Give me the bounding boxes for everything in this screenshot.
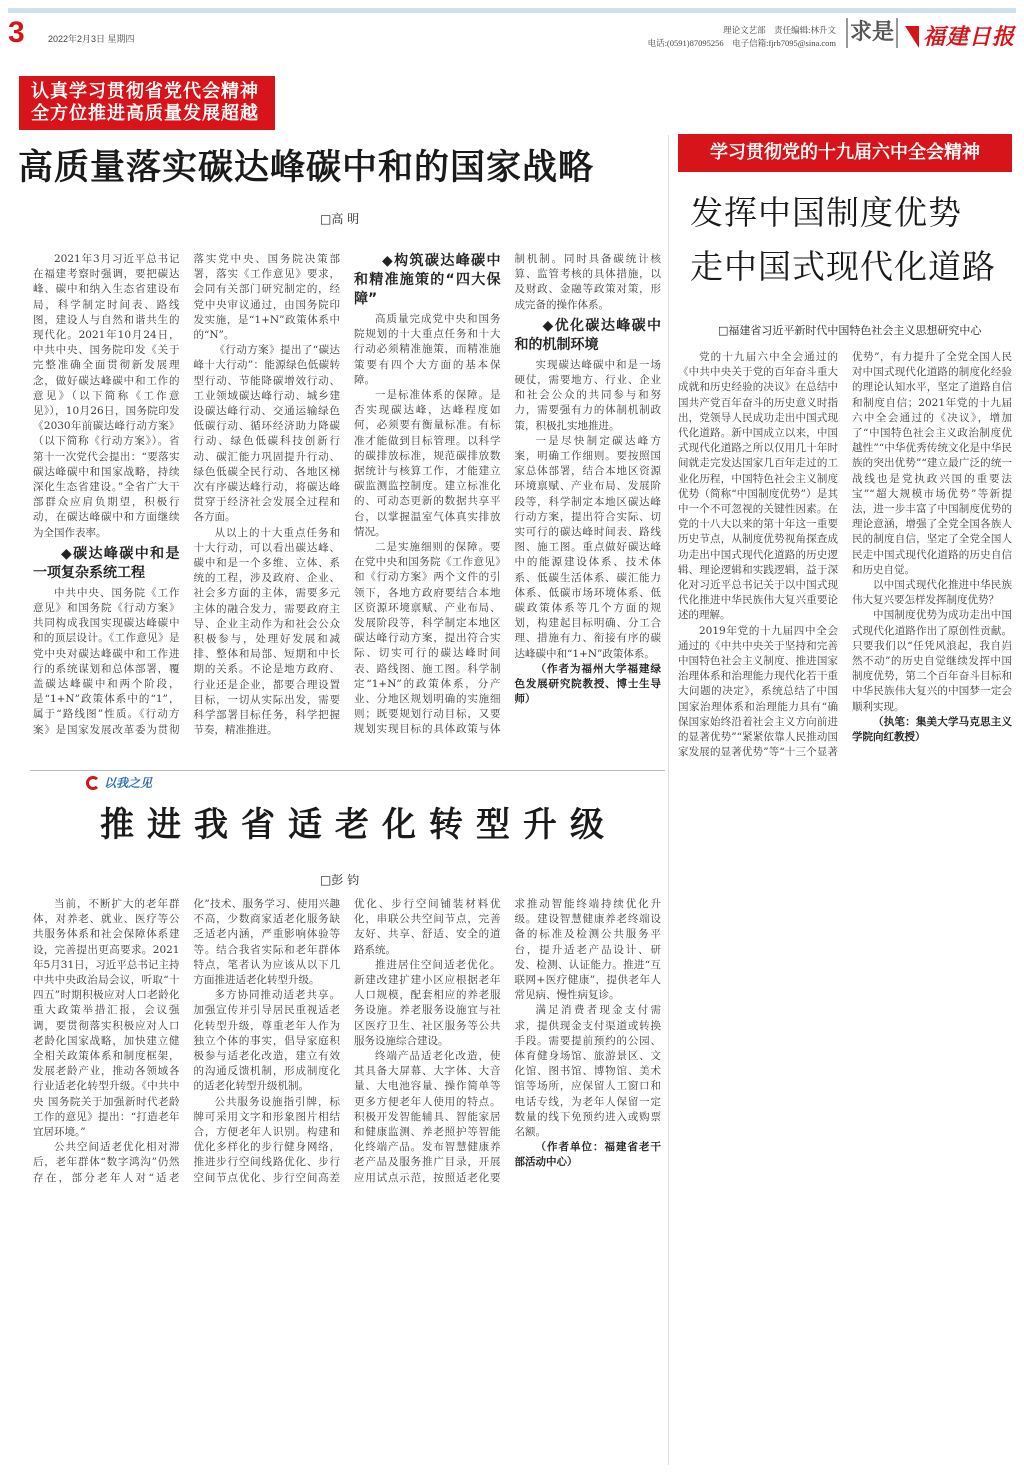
paragraph: 推进居住空间适老优化。新建改建扩建小区应根据老年人口规模，配套相应的养老服务设施。养老服务设施宜与社区医疗卫生、社区服务等公共服务设施综合建设。 — [354, 958, 501, 1047]
article1-author: □高 明 — [320, 212, 360, 226]
paragraph: 公共服务设施指引牌，标牌可采用文字和形象图片相结合，方便老年人识别。构建和优化多样化的步行健身网络，推进步行空间线路优化、步行空间节点优化、步行空间高差优化、步行空间铺装材料优化，串联公共空间节点，完善友好、共享、舒适、安全的道路系统。 — [193, 898, 501, 1184]
paragraph: 中共中央、国务院《工作意见》和国务院《行动方案》共同构成我国实现碳达峰碳中和的顶层设计。《工作意见》是党中央对碳达峰碳中和工作进行的系统谋划和总体部署，覆盖碳达峰碳中和两个阶段，是“1+N”政策体系中的“1”，属于“路线图”性质。《行动方案》是国家发展改革委为贯彻落实党中央、国务院决策部署，落实《工作意见》要求，会同有关部门研究制定的，经党中央审议通过，由国务院印发实施，是“1+N”政策体系中的“N”。 — [33, 253, 340, 736]
article2-author: □彭 钧 — [320, 873, 360, 887]
swirl-icon — [86, 776, 100, 790]
section-tag — [86, 774, 152, 791]
subheading: ◆优化碳达峰碳中和的机制环境 — [514, 317, 661, 353]
paragraph: 高质量完成党中央和国务院规划的十大重点任务和十大行动必须精准施策，而精准施策要有四个大方面的基本保障。 — [354, 313, 501, 386]
author-note: （执笔：集美大学马克思主义学院向红教授） — [852, 715, 1012, 744]
top-band — [8, 8, 1016, 13]
banner-right: 学习贯彻党的十九届六中全会精神 — [678, 134, 1012, 172]
issue-date: 2022年2月3日 星期四 — [48, 34, 135, 44]
paragraph: 当前，不断扩大的老年群体，对养老、就业、医疗等公共服务体系和社会保障体系建设，完善提出更高要求。2021年5月31日，习近平总书记主持中共中央政治局会议，听取“十四五”时期积极应对人口老龄化重大政策举措汇报，会议强调，要贯彻落实积极应对人口老龄化国家战略，加快建立健全相关政策体系和制度框架，发展老龄产业，推动各领域各行业适老化转型升级。《中共中央 国务院关于加强新时代老龄工作的意见》提出：“打造老年宜居环境。” — [33, 898, 180, 1139]
paragraph: 党的十九届六中全会通过的《中共中央关于党的百年奋斗重大成就和历史经验的决议》在总结中国共产党百年奋斗的历史意义时指出，党领导人民成功走出中国式现代化道路。新中国成立以来，中国式现代化道路之所以仅用几十年时间就走完发达国家几百年走过的工业化历程，中国特色社会主义制度优势（简称“中国制度优势”）是其中一个不可忽视的关键性因素。在党的十八大以来的第十年这一重要历史节点，从制度优势视角探查成功走出中国式现代化道路的历史逻辑、理论逻辑和实践逻辑，益于深化对习近平总书记关于以中国式现代化推进中华民族伟大复兴重要论述的理解。 — [678, 351, 838, 622]
paragraph: 公共空间适老优化相对滞后，老年群体“数字鸿沟”仍然存在，部分老年人对“适老化”技术、服务学习、使用兴趣不高，少数商家适老化服务缺乏适老内涵，严重影响体验等等。结合我省实际和老年群体特点，笔者认为应该从以下几方面推进适老化转型升级。 — [33, 898, 340, 1184]
paragraph: 二是实施细则的保障。要在党中央和国务院《工作意见》和《行动方案》两个文件的引领下，各地方政府要结合本地区资源环境禀赋、产业布局、发展阶段等，科学制定本地区碳达峰行动方案，提出符合实际、切实可行的碳达峰时间表、路线图、施工图。科学制定“1+N”的政策体系，分产业、分地区规划明确的实施细则；既要规划行动目标，又要规划实现目标的具体政策与体制机制。同时具备碳统计核算、监管考核的具体措施，以及财政、金融等政策对策，形成完备的操作体系。 — [354, 253, 661, 736]
banner-line: 认真学习贯彻省党代会精神 — [31, 81, 259, 102]
column-divider — [668, 135, 669, 1465]
article3-body — [678, 350, 1012, 1465]
article1-body — [33, 252, 661, 768]
paragraph: 实现碳达峰碳中和是一场硬仗，需要地方、行业、企业和社会公众的共同参与和努力，需要强有力的体制机制政策，积极扎实地推进。 — [514, 358, 661, 432]
article3-title — [690, 186, 1012, 294]
subheading: ◆构筑碳达峰碳中和精准施策的“四大保障” — [354, 253, 501, 307]
paragraph: 2019年党的十九届四中全会通过的《中共中央关于坚持和完善中国特色社会主义制度、推进国家治理体系和治理能力现代化若干重大问题的决定》，系统总结了中国国家治理体系和治理能力具有“确保国家始终沿着社会主义方向前进的显著优势”“紧紧依靠人民推动国家发展的显著优势”等“十三个显著优势”，有力提升了全党全国人民对中国式现代化道路的制度化经验的理论认知水平，坚定了道路自信和制度自信；2021年党的十九届六中全会通过的《决议》，增加了“中国特色社会主义政治制度优越性”“中华优秀传统文化是中华民族的突出优势”“建立最广泛的统一战线也是党执政兴国的重要法宝”“超大规模市场优势”等新提法，进一步丰富了中国制度优势的理论意涵，增强了全党全国各族人民的制度自信，坚定了全党全国人民走中国式现代化道路的历史自信和历史自觉。 — [678, 351, 1012, 759]
paragraph: 2021年3月习近平总书记在福建考察时强调，要把碳达峰、碳中和纳入生态省建设布局，科学制定时间表、路线图，建设人与自然和谐共生的现代化。2021年10月24日，中共中央、国务院印发《关于完整准确全面贯彻新发展理念，做好碳达峰碳中和工作的意见》（以下简称《工作意见》），10月26日，国务院印发《2030年前碳达峰行动方案》（以下简称《行动方案》）。省第十一次党代会提出：“要落实碳达峰碳中和国家战略，持续深化生态省建设。”全省广大干部群众应肩负期望，积极行动，在碳达峰碳中和方面继续为全国作表率。 — [33, 253, 180, 539]
paragraph: 一是标准体系的保障。是否实现碳达峰，达峰程度如何，必须要有衡量标准。有标准才能做到目标管理。以科学的碳排放标准，规范碳排放数据统计与核算工作，才能建立碳监测监控制度。建立标准化的、可动态更新的数据共享平台，以掌握温室气体真实排放情况。 — [354, 389, 501, 538]
section-tag-label: 以我之见 — [104, 776, 153, 790]
logo-mark-icon — [905, 26, 919, 48]
paragraph: 从以上的十大重点任务和十大行动，可以看出碳达峰、碳中和是一个多维、立体、系统的工程，涉及政府、企业、社会多方面的主体，需要多元主体的融合发力，需要政府主导、企业主动作为和社会公众积极参与，处理好发展和减排、整体和局部、短期和中长期的关系。不论是地方政府、行业还是企业，都要合理设置目标，一切从实际出发，需要科学部署目标任务，科学把握节奏，精准推进。 — [193, 526, 340, 737]
paragraph: 多方协同推动适老共享。加强宣传并引导居民重视适老化转型升级，尊重老年人作为独立个体的事实，倡导家庭积极参与适老化改造，建立有效的沟通反馈机制，形成制度化的适老化转型升级机制。 — [193, 989, 340, 1093]
divider — [30, 770, 665, 771]
title-line: 发挥中国制度优势 — [690, 193, 962, 232]
article2-body — [33, 897, 661, 1465]
paragraph: 中国制度优势为成功走出中国式现代化道路作出了原创性贡献。只要我们以“任凭风浪起，我自岿然不动”的历史自觉继续发挥中国制度优势，第二个百年奋斗目标和中华民族伟大复兴的中国梦一定会顺利实现。 — [852, 609, 1012, 713]
editor-info — [648, 24, 836, 50]
newspaper-name: 福建日报 — [923, 24, 1016, 50]
paragraph: 《行动方案》提出了“碳达峰十大行动”：能源绿色低碳转型行动、节能降碳增效行动、工业领域碳达峰行动、城乡建设碳达峰行动、交通运输绿色低碳行动、循环经济助力降碳行动、绿色低碳科技创新行动、碳汇能力巩固提升行动、绿色低碳全民行动、各地区梯次有序碳达峰行动，将碳达峰贯穿于经济社会发展全过程和各方面。 — [193, 344, 340, 524]
column-name: 求是 — [846, 18, 898, 48]
title-line: 走中国式现代化道路 — [690, 247, 996, 286]
article2-title: 推进我省适老化转型升级 — [100, 805, 617, 845]
banner-line: 全方位推进高质量发展超越 — [31, 103, 259, 124]
page-number: 3 — [8, 16, 25, 49]
article1-title: 高质量落实碳达峰碳中和的国家战略 — [18, 148, 595, 188]
paragraph: 终端产品适老化改造，使其具备大屏幕、大字体、大音量、大电池容量、操作简单等更多方便老年人使用的特点。积极开发智能辅具、智能家居和健康监测、养老照护等智能化终端产品。发布智慧健康养老产品及服务推广目录，开展应用试点示范，按照适老化要求推动智能终端持续优化升级。建设智慧健康养老终端设备的标准及检测公共服务平台，提升适老产品设计、研发、检测、认证能力。推进“互联网+医疗健康”，提供老年人常见病、慢性病复诊。 — [354, 898, 661, 1184]
contact: 电话:(0591)87095256 电子信箱:fjrb7095@sina.com — [647, 38, 836, 48]
department: 理论文艺部 责任编辑:林升文 — [723, 25, 836, 35]
banner-left — [19, 76, 275, 130]
newspaper-logo — [905, 20, 1015, 51]
author-note: （作者单位：福建省老干部活动中心） — [514, 1141, 661, 1169]
subheading: ◆碳达峰碳中和是一项复杂系统工程 — [33, 545, 180, 581]
article3-author: □福建省习近平新时代中国特色社会主义思想研究中心 — [718, 324, 982, 337]
paragraph: 以中国式现代化推进中华民族伟大复兴要怎样发挥制度优势？ — [852, 579, 1012, 607]
author-note: （作者为福州大学福建绿色发展研究院教授、博士生导师） — [514, 662, 661, 706]
paragraph: 满足消费者现金支付需求，提供现金支付渠道或转换手段。需要提前预约的公园、体育健身场馆、旅游景区、文化馆、图书馆、博物馆、美术馆等场所，应保留人工窗口和电话专线，为老年人保留一定数量的线下免预约进入或购票名额。 — [514, 1004, 661, 1139]
paragraph: 一是尽快制定碳达峰方案，明确工作细则。要按照国家总体部署，结合本地区资源环境禀赋、产业布局、发展阶段等，科学制定本地区碳达峰行动方案，提出符合实际、切实可行的碳达峰时间表、路线图、施工图。重点做好碳达峰中的能源建设体系、技术体系、低碳生活体系、碳汇能力体系、低碳市场环境体系、低碳政策体系等几个方面的规划，构建起目标明确、分工合理、措施有力、衔接有序的碳达峰碳中和“1+N”政策体系。 — [514, 434, 661, 660]
